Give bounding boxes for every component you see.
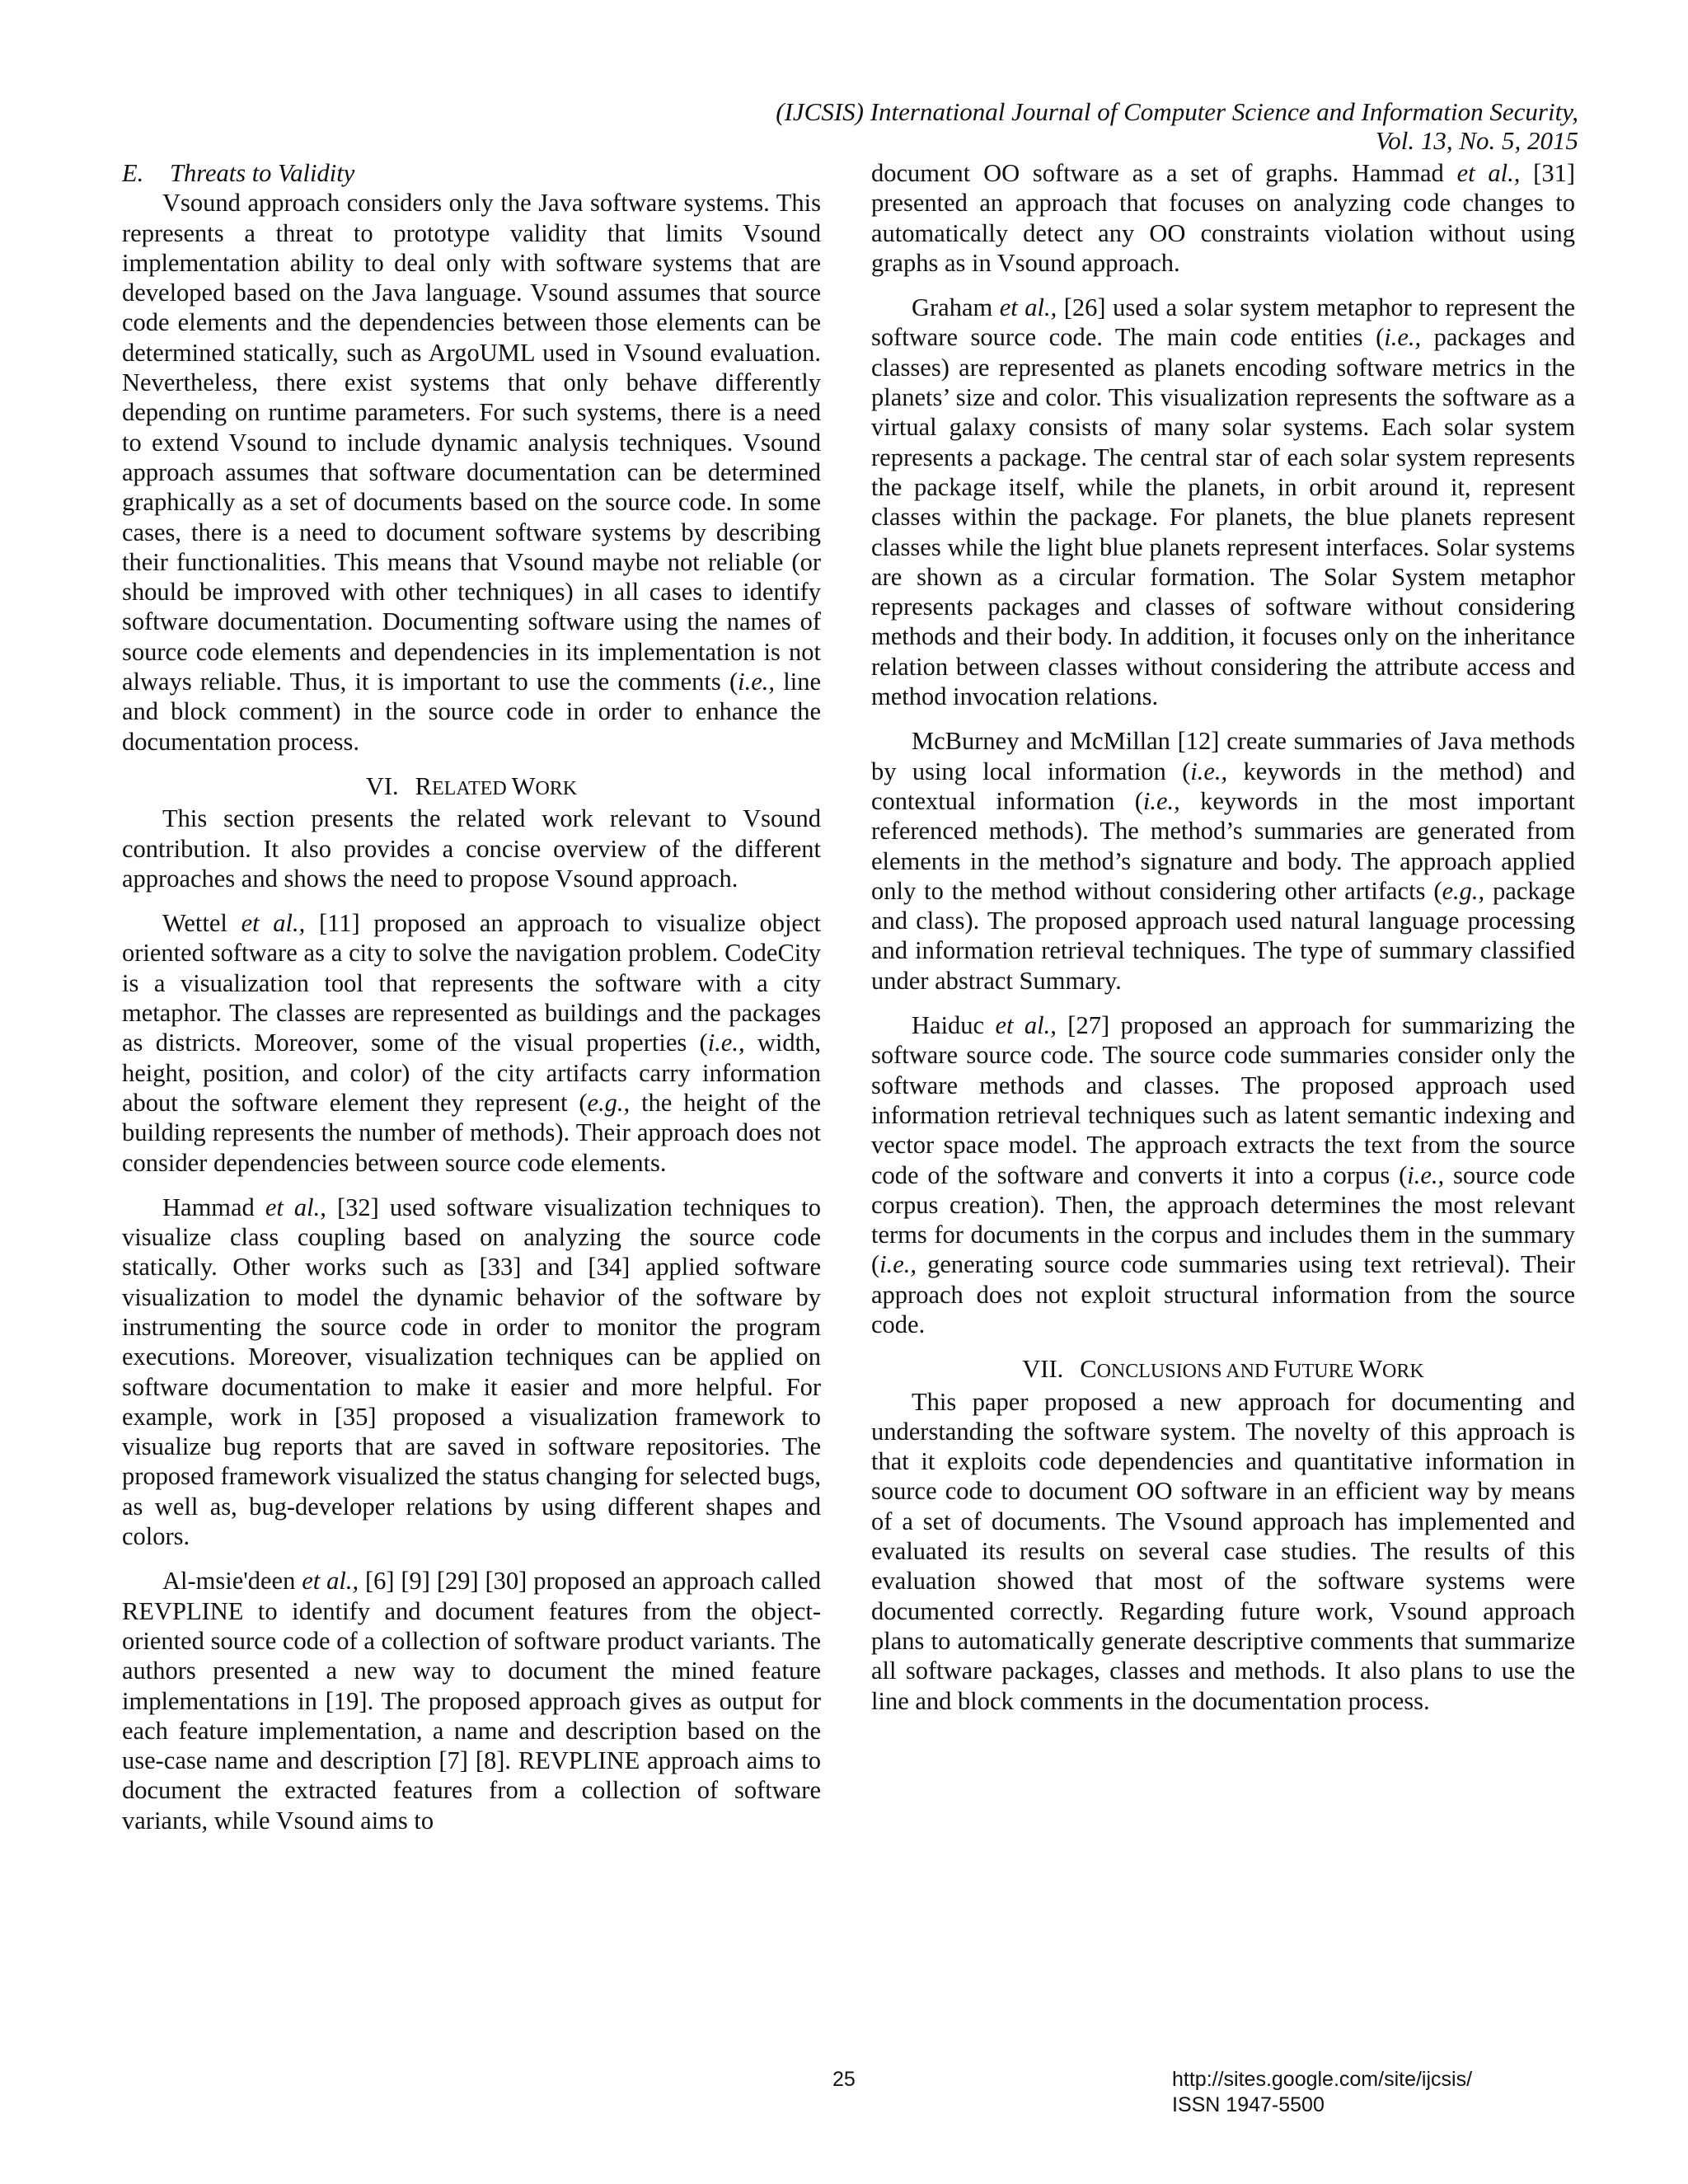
left-column [122,158,821,1850]
journal-header [672,97,1578,155]
text-run: Vsound approach considers only the Java software systems. This represents a threat to prototype validity that limits Vsound implementation ability to deal only with software systems that are developed based on the Java language. Vsound assumes that source code elements and the dependencies between those elements can be determined statically, such as ArgoUML used in Vsound evaluation. Nevertheless, there exist systems that only behave differently depending on runtime parameters. For such systems, there is a need to extend Vsound to include dynamic analysis techniques. Vsound approach assumes that software documentation can be determined graphically as a set of documents based on the source code. In some cases, there is a need to document software systems by describing their functionalities. This means that Vsound maybe not reliable (or should be improved with other techniques) in all cases to identify software documentation. Documenting software using the names of source code elements and dependencies in its implementation is not always reliable. Thus, it is important to use the comments ( [122,189,821,696]
footer-info [1172,2067,1472,2118]
paragraph-haiduc [871,1010,1575,1339]
section-number: VII. [1022,1355,1064,1384]
section-title-part: ORK [535,777,578,799]
paragraph-al-msiedeen [122,1566,821,1835]
paragraph-mcburney [871,726,1575,996]
text-run: McBurney and McMillan [12] create summaries of Java methods by using local information ( [871,727,1575,785]
italic-run: i.e., [707,1029,745,1057]
section-title-part: ORK [1382,1361,1424,1383]
text-run: Graham [912,293,1000,322]
section-title-part: UTURE [1287,1361,1359,1383]
italic-run: e.g., [1442,876,1485,905]
text-run: [6] [9] [29] [30] proposed an approach called REVPLINE to identify and document features from the object-oriented source code of a collection of software product variants. The authors presented a new way to document the mined feature implementations in [19]. The proposed approach gives as output for each feature implementation, a name and description based on the use-case name and description [7] [8]. REVPLINE approach aims to document the extracted features from a collection of software variants, while Vsound aims to [122,1567,821,1835]
section-title-part: ONCLUSIONS AND [1096,1361,1274,1383]
paragraph-conclusions: This paper proposed a new approach for documenting and understanding the software system. The novelty of this approach is that it exploits code dependencies and quantitative information in source code to document OO software in an efficient way by means of a set of documents. The Vsound approach has implemented and evaluated its results on several case studies. The results of this evaluation showed that most of the software systems were documented correctly. Regarding future work, Vsound approach plans to automatically generate descriptive comments that summarize all software packages, classes and methods. It also plans to use the line and block comments in the documentation process. [871,1387,1575,1715]
italic-run: et al., [999,293,1057,322]
text-run: packages and classes) are represented as planets encoding software metrics in the planets’ size and color. This visualization represents the software as a virtual galaxy consists of many solar systems. Each solar system represents a package. The central star of each solar system represents the package itself, while the planets, in orbit around it, represent classes within the package. For planets, the blue planets represent classes while the light blue planets represent interfaces. Solar systems are shown as a circular formation. The Solar System metaphor represents packages and classes of software without considering methods and their body. In addition, it focuses only on the inheritance relation between classes without considering the attribute access and method invocation relations. [871,323,1576,711]
section-title-part: F [1273,1355,1288,1384]
paragraph-graham [871,293,1575,711]
section-number: VI. [365,771,399,800]
text-run: [26] used a solar system metaphor to represent the software source code. The main code entities ( [871,293,1576,352]
section-title-part: R [415,771,433,800]
italic-run: et al., [265,1193,326,1221]
text-run: [31] presented an approach that focuses on analyzing code changes to automatically detect any OO constraints violation without using graphs as in Vsound approach. [871,159,1575,277]
paragraph-hammad [122,1193,821,1552]
text-run: Hammad [162,1193,265,1221]
text-run: source code corpus creation). Then, the approach determines the most relevant terms for documents in the corpus and includes them in the summary ( [871,1160,1575,1279]
paragraph-related-intro: This section presents the related work relevant to Vsound contribution. It also provides a concise overview of the different approaches and shows the need to propose Vsound approach. [122,804,821,893]
section-heading-conclusions [871,1354,1575,1386]
text-run: [27] proposed an approach for summarizing the software source code. The source code summaries consider only the software methods and classes. The proposed approach used information retrieval techniques such as latent semantic indexing and vector space model. The approach extracts the text from the source code of the software and converts it into a corpus ( [871,1011,1575,1189]
italic-run: e.g., [587,1088,631,1117]
subsection-number: E. [122,159,144,187]
section-heading-related-work [122,771,821,804]
subsection-heading-threats [122,158,821,188]
italic-run: et al., [995,1011,1057,1040]
text-run: the height of the building represents the number of methods). Their approach does not consider dependencies between source code elements. [122,1088,821,1177]
text-run: width, height, position, and color) of the city artifacts carry information about the software element they represent ( [122,1029,821,1117]
italic-run: i.e., [879,1250,917,1279]
section-title-part: ELATED [432,777,512,799]
text-run: line and block comment) in the source code in order to enhance the documentation process. [122,668,821,756]
text-run: package and class). The proposed approach used natural language processing and information retrieval techniques. The type of summary classified under abstract Summary. [871,876,1575,995]
text-run: Wettel [162,909,241,938]
page-number: 25 [832,2068,856,2091]
italic-run: i.e., [1142,786,1180,815]
text-run: [32] used software visualization techniques to visualize class coupling based on analyzing the source code statically. Other works such as [33] and [34] applied software visualization to model the dynamic behavior of the software by instrumenting the source code in order to monitor the program executions. Moreover, visualization techniques can be applied on software documentation to make it easier and more helpful. For example, work in [35] proposed a visualization framework to visualize bug reports that are saved in software repositories. The proposed framework visualized the status changing for selected bugs, as well as, bug-developer relations by using different shapes and colors. [122,1193,821,1551]
italic-run: i.e., [1384,323,1422,352]
journal-header-line-1: (IJCSIS) International Journal of Computer Science and Information Security, [776,97,1578,126]
journal-header-line-2: Vol. 13, No. 5, 2015 [1375,126,1578,155]
paragraph-wettel [122,908,821,1178]
paragraph-threats [122,188,821,757]
italic-run: i.e., [1190,757,1228,785]
text-run: keywords in the most important referenced methods). The method’s summaries are generated from elements in the method’s signature and body. The approach applied only to the method without considering other artifacts ( [871,786,1576,905]
italic-run: i.e., [738,668,776,696]
italic-run: et al., [302,1567,359,1596]
footer-url[interactable]: http://sites.google.com/site/ijcsis/ [1172,2068,1473,2091]
text-run: keywords in the method) and contextual information ( [871,757,1575,815]
italic-run: i.e., [1407,1160,1445,1189]
footer-issn: ISSN 1947-5500 [1172,2093,1325,2116]
text-run: Al-msie'deen [162,1567,302,1596]
text-run: Haiduc [912,1011,996,1040]
text-run: [11] proposed an approach to visualize object oriented software as a city to solve the navigation problem. CodeCity is a visualization tool that represents the software with a city metaphor. The classes are represented as buildings and the packages as districts. Moreover, some of the visual properties ( [122,909,821,1057]
subsection-title: Threats to Validity [170,159,355,187]
section-title-part: W [1358,1355,1383,1384]
italic-run: et al., [241,909,306,938]
italic-run: et al., [1456,159,1521,187]
text-run: document OO software as a set of graphs. Hammad [871,159,1457,187]
right-column [871,158,1575,1731]
section-title-part: W [511,771,536,800]
paragraph-continued [871,158,1575,278]
section-title-part: C [1080,1355,1097,1384]
text-run: generating source code summaries using text retrieval). Their approach does not exploit structural information from the source code. [871,1250,1575,1338]
